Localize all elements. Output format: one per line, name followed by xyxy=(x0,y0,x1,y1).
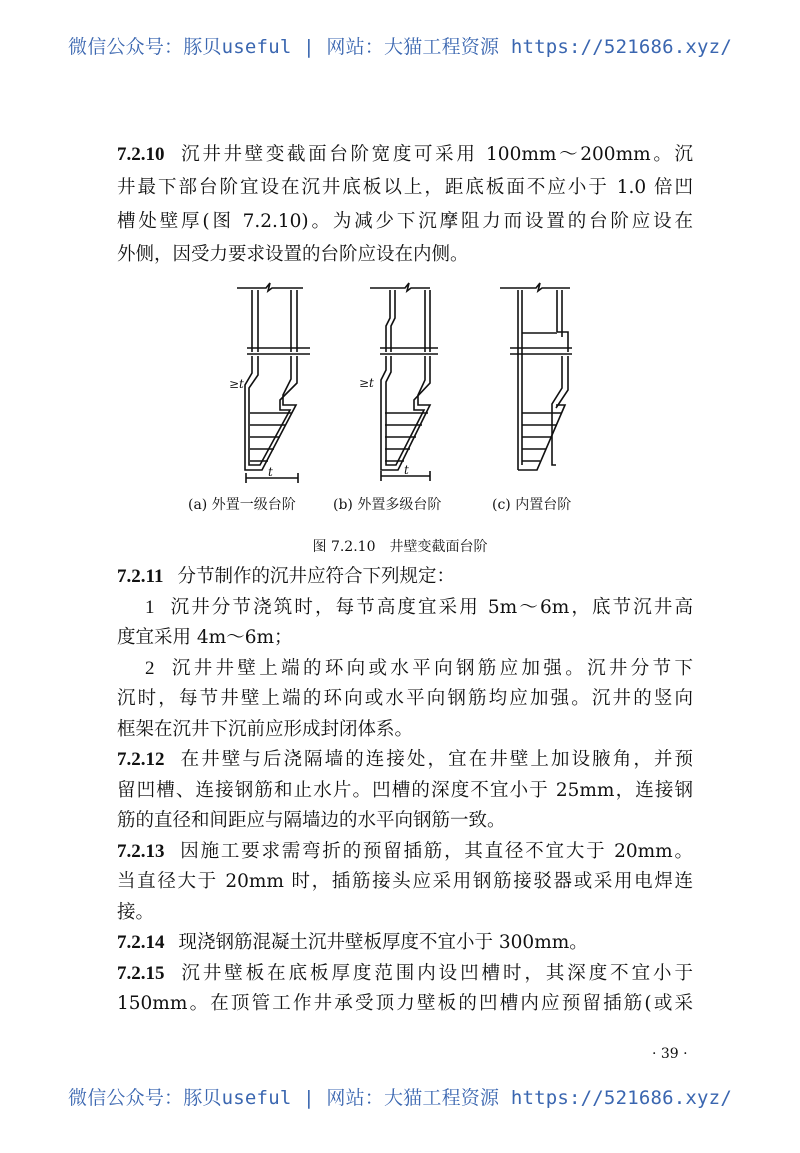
text-line: 沉时，每节井壁上端的环向或水平向钢筋均应加强。沉井的竖向 xyxy=(117,688,693,709)
watermark-top: 微信公众号：豚贝useful | 网站：大猫工程资源 https://521686.xyz/ xyxy=(68,36,732,58)
text-line: 分节制作的沉井应符合下列规定： xyxy=(177,566,455,587)
figure-title: 图 7.2.10 井壁变截面台阶 xyxy=(312,539,488,555)
clause-number: 7.2.14 xyxy=(117,932,165,953)
dimension-label: t xyxy=(268,465,273,479)
clause-number: 7.2.11 xyxy=(117,566,164,587)
text-line: 度宜采用 4m～6m； xyxy=(117,627,293,648)
text-line: 沉井分节浇筑时，每节高度宜采用 5m～6m，底节沉井高 xyxy=(168,596,693,618)
dimension-label: ≥t xyxy=(359,376,374,390)
clause-number: 7.2.12 xyxy=(117,749,165,770)
clauses xyxy=(117,562,693,1020)
text-line: 框架在沉井下沉前应形成封闭体系。 xyxy=(117,718,414,740)
text-line: 沉井井壁上端的环向或水平向钢筋应加强。沉井分节下 xyxy=(168,657,693,679)
text-line: 当直径大于 20mm 时，插筋接头应采用钢筋接驳器或采用电焊连 xyxy=(117,871,693,892)
figure-drawing xyxy=(0,0,800,520)
item-number: 1 xyxy=(145,596,155,618)
text-line: 沉井井壁变截面台阶宽度可采用 100mm～200mm。沉 xyxy=(178,144,693,165)
text-line: 接。 xyxy=(117,901,155,923)
clause-number: 7.2.13 xyxy=(117,840,165,862)
dimension-label: ≥t xyxy=(229,377,244,391)
figure-caption-b: (b) 外置多级台阶 xyxy=(333,497,442,513)
text-line: 在井壁与后浇隔墙的连接处，宜在井壁上加设腋角，并预 xyxy=(178,749,693,770)
figure-a xyxy=(229,283,310,483)
text-line: 沉井壁板在底板厚度范围内设凹槽时，其深度不宜小于 xyxy=(178,962,693,984)
dimension-label: t xyxy=(404,463,409,477)
text-line: 现浇钢筋混凝土沉井壁板厚度不宜小于 300mm。 xyxy=(178,932,588,953)
clause-number: 7.2.15 xyxy=(117,962,165,984)
text-line: 槽处壁厚(图 7.2.10)。为减少下沉摩阻力而设置的台阶应设在 xyxy=(117,210,693,232)
figure-b xyxy=(359,283,438,481)
clause-number: 7.2.10 xyxy=(117,144,165,165)
text-line: 筋的直径和间距应与隔墙边的水平向钢筋一致。 xyxy=(117,810,506,831)
text-line: 150mm。在顶管工作井承受顶力壁板的凹槽内应预留插筋(或采 xyxy=(117,993,693,1014)
watermark-bottom: 微信公众号：豚贝useful | 网站：大猫工程资源 https://521686.xyz/ xyxy=(68,1087,732,1109)
page-number: · 39 · xyxy=(652,1046,688,1062)
item-number: 2 xyxy=(145,657,155,679)
text-line: 留凹槽、连接钢筋和止水片。凹槽的深度不宜小于 25mm，连接钢 xyxy=(117,779,693,801)
text-line: 井最下部台阶宜设在沉井底板以上，距底板面不应小于 1.0 倍凹 xyxy=(117,177,693,199)
figure-c xyxy=(500,283,572,470)
figure-caption-a: (a) 外置一级台阶 xyxy=(188,497,296,513)
text-line: 因施工要求需弯折的预留插筋，其直径不宜大于 20mm。 xyxy=(178,840,693,862)
text-line: 外侧，因受力要求设置的台阶应设在内侧。 xyxy=(117,243,469,265)
figure-caption-c: (c) 内置台阶 xyxy=(492,497,572,513)
